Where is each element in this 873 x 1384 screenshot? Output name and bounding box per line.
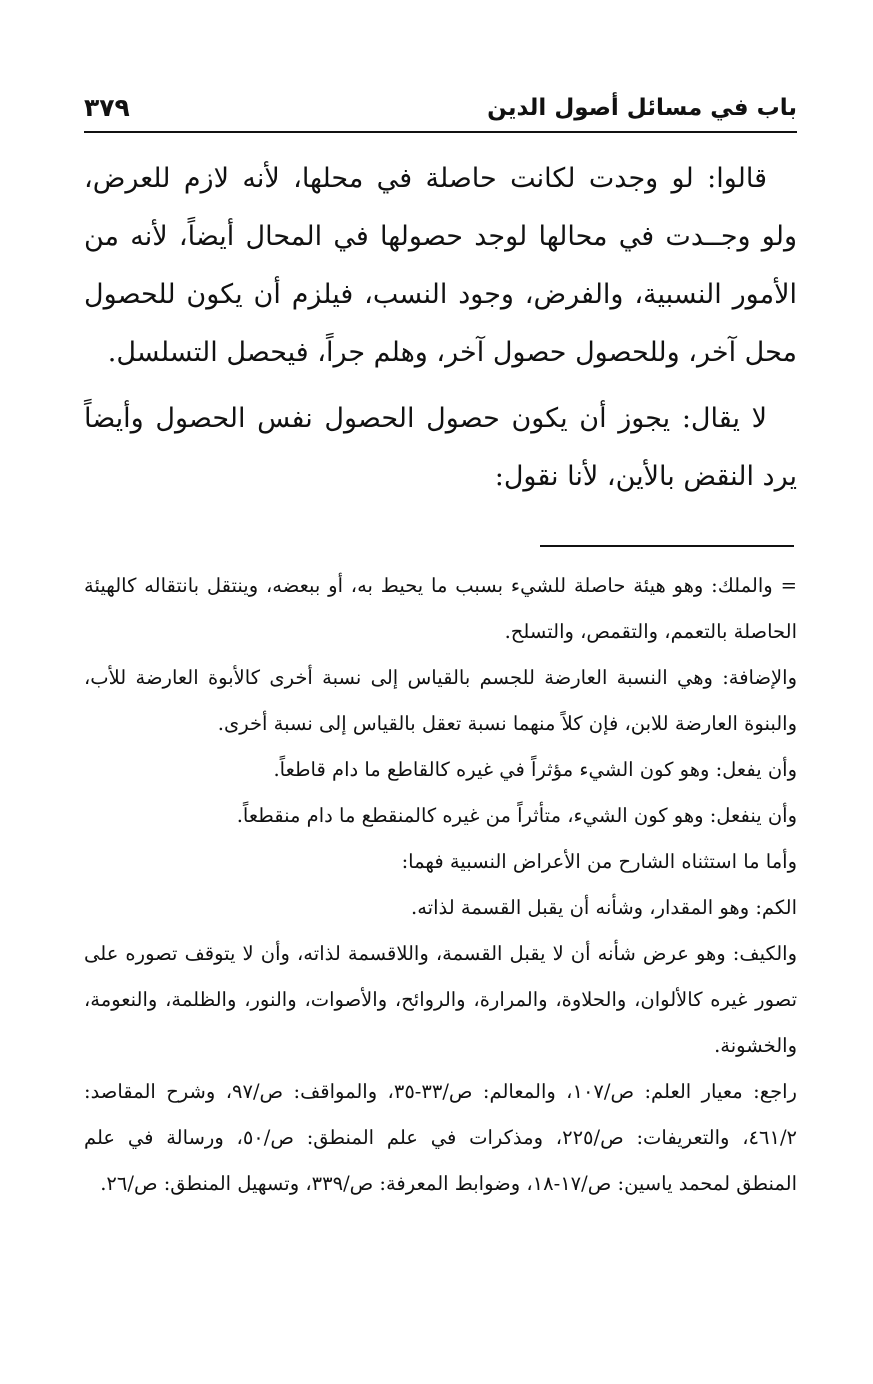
- continuation-mark: =: [780, 574, 797, 597]
- footnote-separator: [540, 545, 794, 547]
- main-paragraph: لا يقال: يجوز أن يكون حصول الحصول نفس الحصول وأيضاً يرد النقض بالأين، لأنا نقول:: [84, 403, 797, 492]
- header-rule: [84, 131, 797, 133]
- main-paragraph: قالوا: لو وجدت لكانت حاصلة في محلها، لأنه لازم للعرض، ولو وجــدت في محالها لوجد حصولها في المحال أيضاً، لأنه من الأمور النسبية، والفرض، وجود النسب، فيلزم أن يكون للحصول محل آخر، وللحصول حصول آخر، وهلم جراً، فيحصل التسلسل.: [84, 163, 798, 368]
- footnotes: [84, 563, 797, 1207]
- running-title: باب في مسائل أصول الدين: [487, 95, 797, 121]
- footnote-paragraph: والإضافة: وهي النسبة العارضة للجسم بالقياس إلى نسبة أخرى كالأبوة العارضة للأب، والبنوة العارضة للابن، فإن كلاً منهما نسبة تعقل بالقياس إلى نسبة أخرى.: [84, 666, 797, 735]
- footnote-paragraph: وأن ينفعل: وهو كون الشيء، متأثراً من غيره كالمنقطع ما دام منقطعاً.: [236, 804, 797, 827]
- footnote-text: والملك: وهو هيئة حاصلة للشيء بسبب ما يحيط به، أو ببعضه، وينتقل بانتقاله كالهيئة الحاصلة بالتعمم، والتقمص، والتسلح.: [84, 574, 797, 643]
- footnote-paragraph: وأن يفعل: وهو كون الشيء مؤثراً في غيره كالقاطع ما دام قاطعاً.: [273, 758, 797, 781]
- footnote-paragraph: الكم: وهو المقدار، وشأنه أن يقبل القسمة لذاته.: [411, 896, 797, 919]
- footnote-paragraph: وأما ما استثناه الشارح من الأعراض النسبية فهما:: [401, 850, 797, 873]
- footnote-paragraph: [84, 563, 797, 655]
- main-text: [84, 150, 797, 514]
- page-number: ٣٧٩: [84, 93, 130, 122]
- footnote-paragraph: راجع: معيار العلم: ص/١٠٧، والمعالم: ص/٣٣-٣٥، والمواقف: ص/٩٧، وشرح المقاصد: ٤٦١/٢، والتعريفات: ص/٢٢٥، ومذكرات في علم المنطق: ص/٥٠، ورسالة في علم المنطق لمحمد ياسين: ص/١٧-١٨، وضوابط المعرفة: ص/٣٣٩، وتسهيل المنطق: ص/٢٦.: [84, 1080, 797, 1195]
- running-head: [84, 92, 797, 128]
- footnote-paragraph: والكيف: وهو عرض شأنه أن لا يقبل القسمة، واللاقسمة لذاته، وأن لا يتوقف تصوره على تصور غيره كالألوان، والحلاوة، والمرارة، والروائح، والأصوات، والنور، والظلمة، والنعومة، والخشونة.: [84, 942, 797, 1057]
